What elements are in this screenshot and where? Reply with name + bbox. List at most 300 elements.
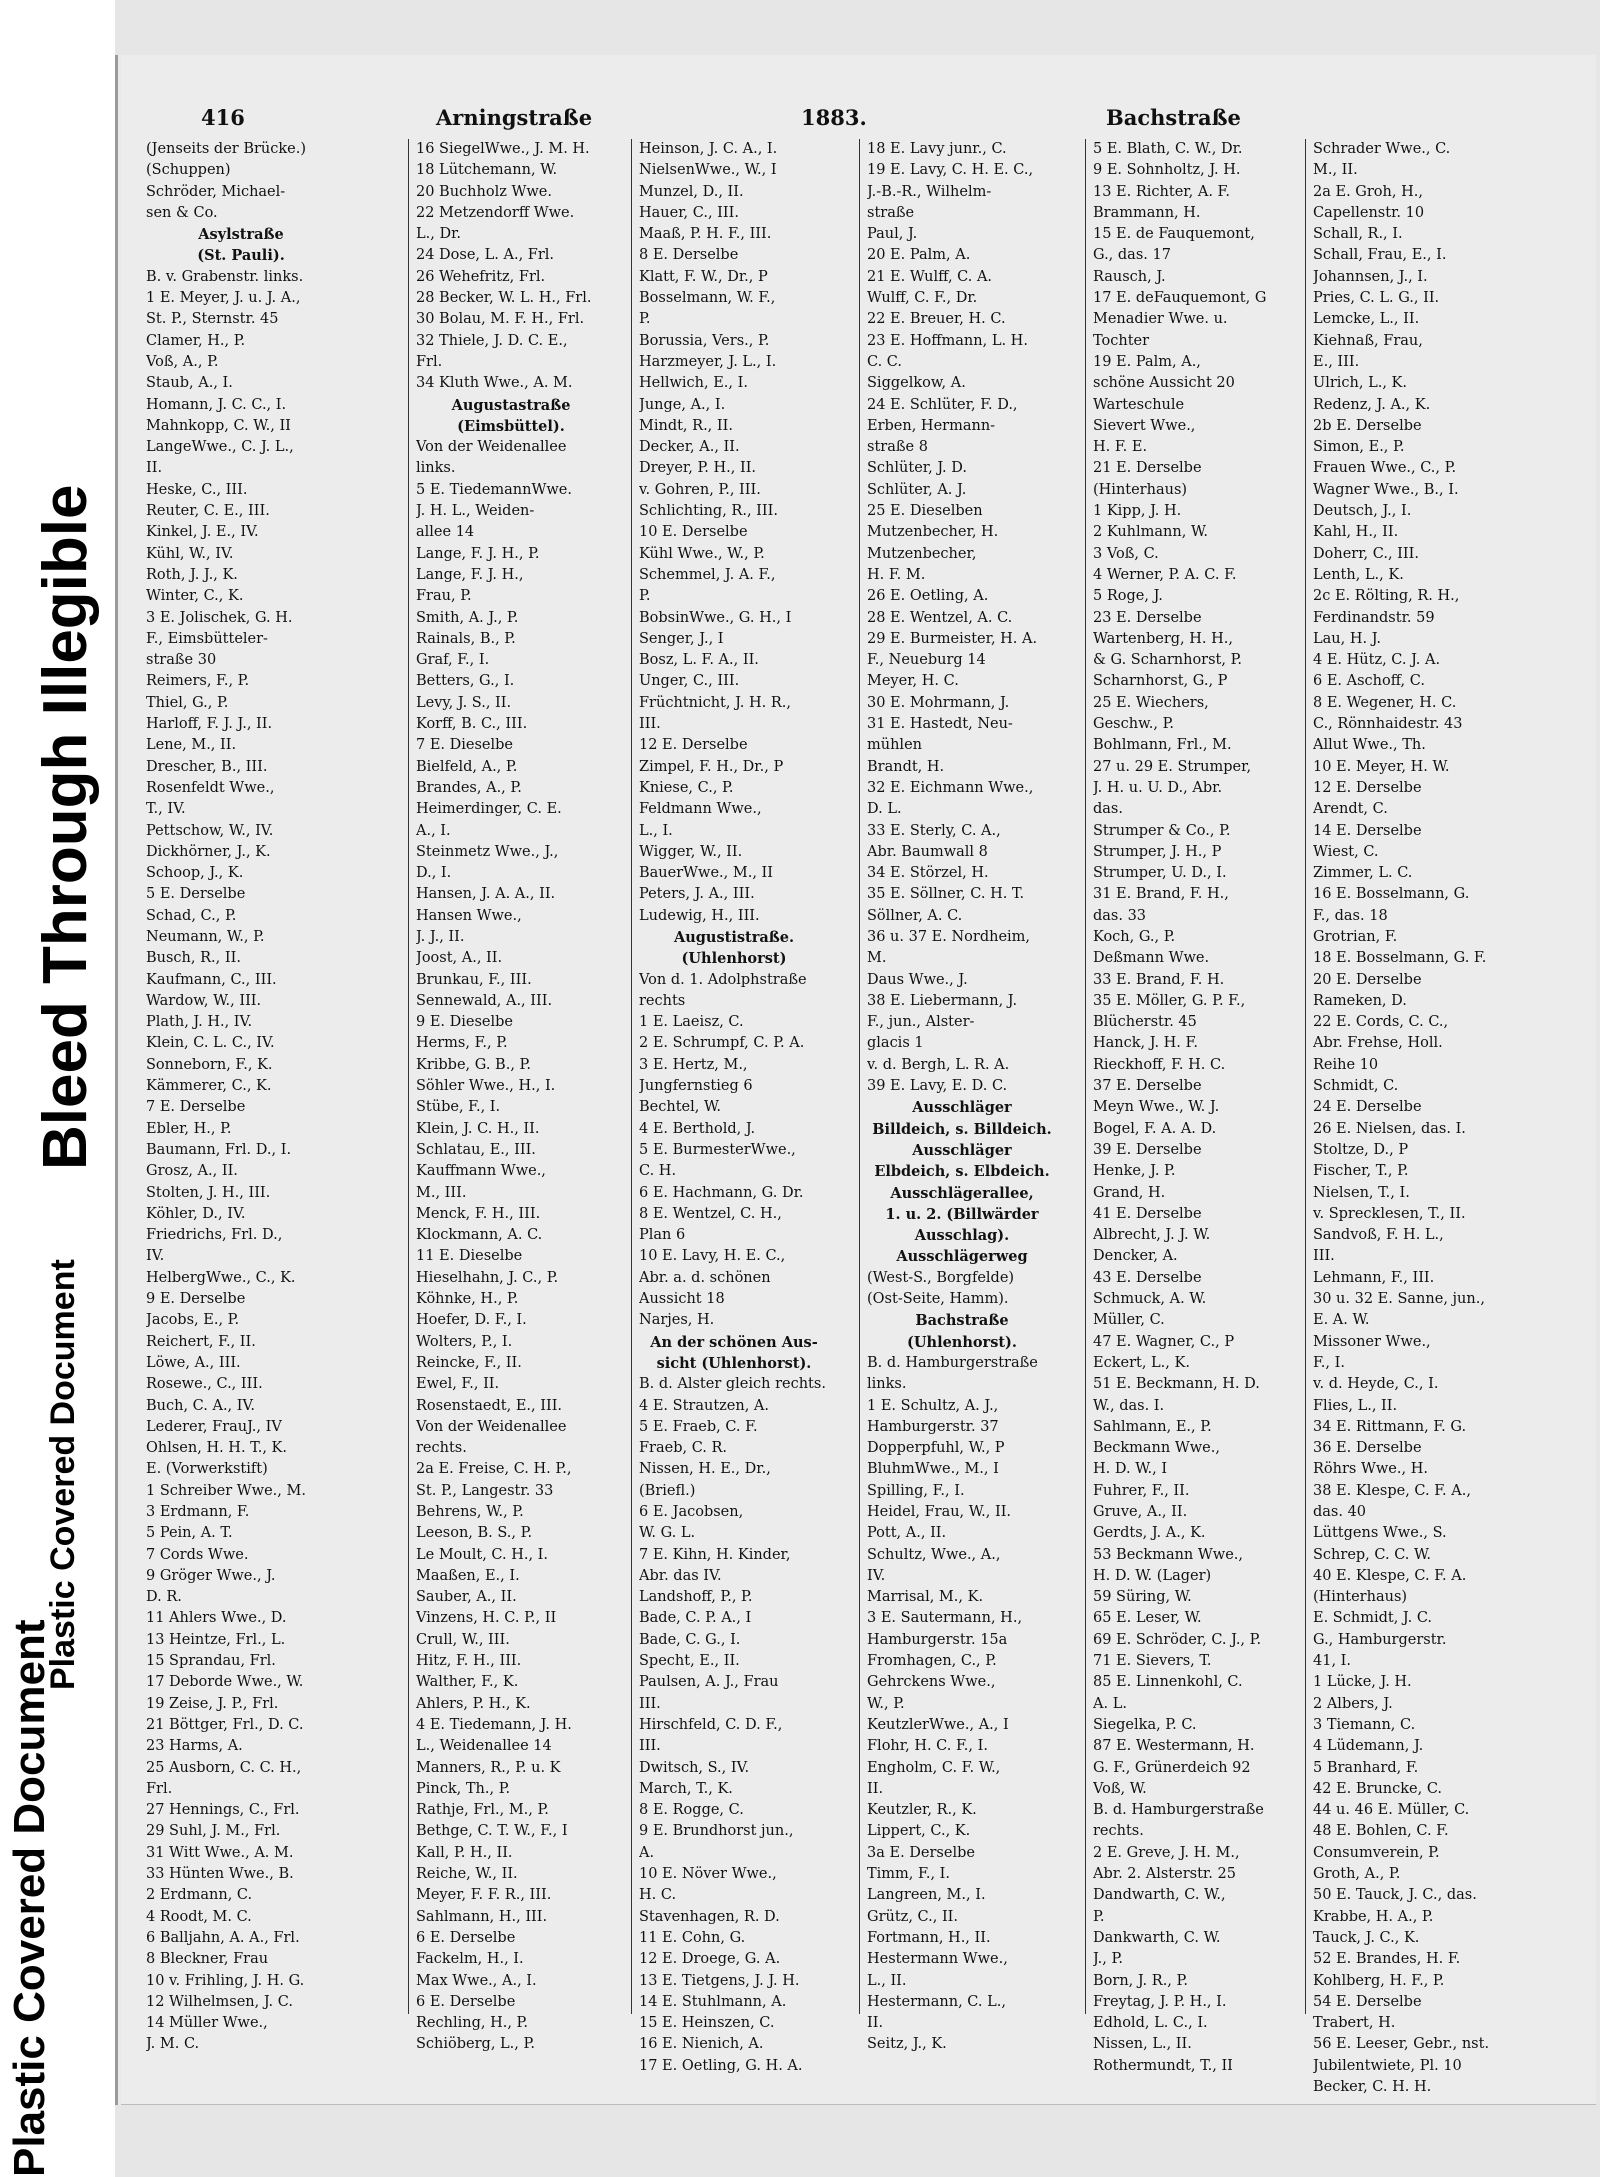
directory-entry: 47 E. Wagner, C., P: [1093, 1333, 1235, 1350]
directory-entry: Scharnhorst, G., P: [1093, 673, 1228, 690]
directory-entry: Heske, C., III.: [146, 481, 248, 498]
directory-entry: Tochter: [1093, 332, 1150, 349]
directory-entry: II.: [867, 1780, 884, 1797]
directory-entry: Mahnkopp, C. W., II: [146, 417, 291, 434]
directory-entry: An der schönen Aus-: [650, 1333, 818, 1351]
directory-entry: rechts.: [416, 1440, 467, 1457]
directory-entry: Kühl Wwe., W., P.: [639, 545, 765, 562]
directory-entry: Hamburgerstr. 15a: [867, 1631, 1008, 1648]
directory-entry: 85 E. Linnenkohl, C.: [1093, 1674, 1243, 1691]
directory-entry: Bethge, C. T. W., F., I: [416, 1823, 568, 1840]
directory-entry: Voß, A., P.: [146, 353, 219, 370]
directory-entry: A., I.: [416, 822, 451, 839]
directory-entry: Baumann, Frl. D., I.: [146, 1141, 292, 1158]
directory-entry: Staub, A., I.: [146, 375, 233, 392]
directory-entry: Müller, C.: [1093, 1312, 1165, 1329]
directory-entry: G., das. 17: [1093, 247, 1171, 264]
directory-entry: Pries, C. L. G., II.: [1313, 290, 1440, 307]
directory-entry: 24 E. Derselbe: [1313, 1099, 1422, 1116]
directory-entry: Jungfernstieg 6: [639, 1078, 753, 1095]
directory-entry: Reiche, W., II.: [416, 1866, 518, 1883]
directory-entry: 22 E. Cords, C. C.,: [1313, 1014, 1449, 1031]
directory-entry: Doherr, C., III.: [1313, 545, 1419, 562]
directory-entry: 9 E. Brundhorst jun.,: [639, 1823, 794, 1840]
directory-entry: W., das. I.: [1093, 1397, 1165, 1414]
directory-entry: C., Rönnhaidestr. 43: [1313, 716, 1463, 733]
directory-entry: Busch, R., II.: [146, 950, 241, 967]
directory-entry: 4 Lüdemann, J.: [1313, 1738, 1424, 1755]
directory-entry: Maaß, P. H. F., III.: [639, 226, 772, 243]
directory-entry: Pott, A., II.: [867, 1525, 947, 1542]
directory-entry: 5 E. BurmesterWwe.,: [639, 1141, 796, 1158]
directory-entry: Dandwarth, C. W.,: [1093, 1887, 1226, 1904]
directory-entry: Bohlmann, Frl., M.: [1093, 737, 1232, 754]
directory-entry: Keutzler, R., K.: [867, 1802, 977, 1819]
directory-entry: v. d. Bergh, L. R. A.: [867, 1056, 1010, 1073]
directory-entry: Munzel, D., II.: [639, 183, 744, 200]
directory-entry: Schmuck, A. W.: [1093, 1291, 1207, 1308]
directory-entry: (Hinterhaus): [1093, 481, 1188, 498]
directory-entry: Bosselmann, W. F.,: [639, 290, 776, 307]
directory-entry: 14 E. Stuhlmann, A.: [639, 1993, 787, 2010]
directory-entry: H. F. E.: [1093, 439, 1148, 456]
directory-entry: links.: [416, 460, 456, 477]
directory-entry: 33 E. Sterly, C. A.,: [867, 822, 1001, 839]
directory-entry: 19 Zeise, J. P., Frl.: [146, 1695, 279, 1712]
directory-entry: Henke, J. P.: [1093, 1163, 1176, 1180]
directory-entry: 1 E. Schultz, A. J.,: [867, 1397, 999, 1414]
directory-entry: Bielfeld, A., P.: [416, 758, 518, 775]
directory-entry: Rosenfeldt Wwe.,: [146, 779, 275, 796]
directory-entry: 56 E. Leeser, Gebr., nst.: [1313, 2036, 1490, 2053]
directory-entry: 6 E. Jacobsen,: [639, 1504, 744, 1520]
directory-entry: Steinmetz Wwe., J.,: [416, 843, 559, 860]
directory-entry: Flohr, H. C. F., I.: [867, 1738, 988, 1755]
directory-entry: KeutzlerWwe., A., I: [867, 1716, 1009, 1733]
directory-entry: 11 Ahlers Wwe., D.: [146, 1610, 287, 1627]
directory-entry: Krabbe, H. A., P.: [1313, 1908, 1434, 1925]
directory-entry: 24 Dose, L. A., Frl.: [416, 247, 555, 264]
directory-entry: Hoefer, D. F., I.: [416, 1312, 527, 1329]
directory-entry: 8 E. Wegener, H. C.: [1313, 694, 1457, 711]
directory-entry: E. Schmidt, J. C.: [1313, 1610, 1433, 1627]
directory-entry: F., Eimsbütteler-: [146, 630, 268, 647]
sidebar-label-plastic-top: Plastic Covered Document: [5, 1619, 54, 2177]
directory-entry: Bogel, F. A. A. D.: [1093, 1120, 1217, 1137]
directory-entry: Daus Wwe., J.: [867, 971, 968, 988]
directory-entry: Sennewald, A., III.: [416, 992, 553, 1009]
directory-entry: Klockmann, A. C.: [416, 1227, 543, 1244]
directory-entry: straße 30: [146, 652, 217, 669]
directory-entry: Capellenstr. 10: [1313, 204, 1425, 221]
directory-entry: Frauen Wwe., C., P.: [1313, 460, 1457, 477]
directory-entry: 13 E. Tietgens, J. J. H.: [639, 1972, 800, 1989]
directory-entry: B. d. Hamburgerstraße: [1093, 1802, 1264, 1819]
directory-entry: 8 E. Derselbe: [639, 247, 739, 264]
directory-entry: 11 E. Dieselbe: [416, 1248, 523, 1265]
directory-entry: Löwe, A., III.: [146, 1354, 241, 1371]
directory-entry: Söllner, A. C.: [867, 907, 963, 924]
directory-entry: BobsinWwe., G. H., I: [639, 609, 792, 626]
directory-entry: Thiel, G., P.: [146, 694, 229, 711]
directory-entry: Von d. 1. Adolphstraße: [639, 971, 807, 988]
directory-entry: 7 Cords Wwe.: [146, 1546, 249, 1563]
directory-entry: IV.: [867, 1567, 886, 1584]
directory-entry: Neumann, W., P.: [146, 928, 265, 945]
directory-entry: Hauer, C., III.: [639, 204, 739, 221]
directory-entry: Missoner Wwe.,: [1313, 1333, 1431, 1350]
directory-entry: LangeWwe., C. J. L.,: [146, 439, 294, 456]
directory-entry: 33 Hünten Wwe., B.: [146, 1866, 294, 1883]
directory-entry: Heidel, Frau, W., II.: [867, 1504, 1012, 1520]
directory-entry: Dencker, A.: [1093, 1248, 1178, 1265]
directory-entry: E. A. W.: [1313, 1312, 1370, 1329]
directory-entry: Gehrckens Wwe.,: [867, 1674, 996, 1691]
directory-entry: 48 E. Bohlen, C. F.: [1313, 1823, 1449, 1840]
directory-entry: P.: [1093, 1908, 1105, 1925]
directory-entry: Hansen Wwe.,: [416, 907, 522, 924]
directory-entry: Mutzenbecher,: [867, 545, 977, 562]
directory-entry: Bade, C. G., I.: [639, 1631, 741, 1648]
directory-entry: Grosz, A., II.: [146, 1163, 238, 1180]
directory-entry: III.: [639, 1738, 661, 1755]
directory-entry: Sandvoß, F. H. L.,: [1313, 1227, 1444, 1244]
directory-entry: Kinkel, J. E., IV.: [146, 524, 259, 541]
directory-entry: 4 Roodt, M. C.: [146, 1908, 252, 1925]
directory-entry: L., Weidenallee 14: [416, 1738, 552, 1755]
directory-entry: 35 E. Söllner, C. H. T.: [867, 886, 1025, 903]
directory-entry: Abr. Baumwall 8: [867, 843, 988, 860]
directory-entry: 19 E. Lavy, C. H. E. C.,: [867, 162, 1034, 179]
directory-entry: 3 Erdmann, F.: [146, 1504, 250, 1520]
directory-entry: Plan 6: [639, 1227, 686, 1244]
directory-entry: mühlen: [867, 737, 922, 754]
directory-entry: 17 E. deFauquemont, G: [1093, 290, 1267, 307]
directory-entry: Heinson, J. C. A., I.: [639, 141, 778, 157]
column-5: [1093, 139, 1283, 2077]
directory-entry: Kniese, C., P.: [639, 779, 734, 796]
column-4: [867, 139, 1057, 2056]
directory-entry: 17 E. Oetling, G. H. A.: [639, 2057, 803, 2074]
directory-entry: 26 Wehefritz, Frl.: [416, 268, 546, 285]
directory-entry: BluhmWwe., M., I: [867, 1461, 999, 1478]
directory-entry: II.: [146, 460, 163, 477]
directory-entry: Ulrich, L., K.: [1313, 375, 1408, 392]
sidebar-label-bleed-through: Bleed Through Illegible: [31, 484, 100, 1170]
directory-entry: Lederer, FrauJ., IV: [146, 1418, 282, 1435]
directory-entry: Flies, L., II.: [1313, 1397, 1398, 1414]
directory-entry: 8 E. Wentzel, C. H.,: [639, 1205, 782, 1222]
directory-entry: Marrisal, M., K.: [867, 1589, 984, 1606]
directory-entry: Harzmeyer, J. L., I.: [639, 353, 777, 370]
directory-entry: 69 E. Schröder, C. J., P.: [1093, 1631, 1262, 1648]
directory-entry: H. D. W., I: [1093, 1461, 1168, 1478]
directory-entry: 2 Albers, J.: [1313, 1695, 1393, 1712]
directory-entry: 12 E. Derselbe: [639, 737, 748, 754]
directory-entry: Brammann, H.: [1093, 204, 1201, 221]
directory-entry: Dreyer, P. H., II.: [639, 460, 757, 477]
directory-entry: 52 E. Brandes, H. F.: [1313, 1951, 1461, 1968]
directory-entry: 23 Harms, A.: [146, 1738, 243, 1755]
directory-entry: Koch, G., P.: [1093, 928, 1176, 945]
directory-entry: Lange, F. J. H.,: [416, 566, 524, 583]
directory-entry: 1 Lücke, J. H.: [1313, 1674, 1412, 1691]
directory-entry: Wardow, W., III.: [146, 992, 262, 1009]
directory-entry: Wiest, C.: [1313, 843, 1379, 860]
directory-entry: Friedrichs, Frl. D.,: [146, 1227, 283, 1244]
directory-entry: 50 E. Tauck, J. C., das.: [1313, 1887, 1477, 1904]
directory-entry: Ludewig, H., III.: [639, 907, 760, 924]
directory-entry: Rathje, Frl., M., P.: [416, 1802, 549, 1819]
directory-entry: 27 Hennings, C., Frl.: [146, 1802, 300, 1819]
directory-entry: 25 E. Dieselben: [867, 503, 983, 520]
directory-entry: 43 E. Derselbe: [1093, 1269, 1202, 1286]
directory-entry: 16 E. Nienich, A.: [639, 2036, 764, 2053]
directory-entry: 32 Thiele, J. D. C. E.,: [416, 332, 568, 349]
directory-entry: 7 E. Derselbe: [146, 1099, 246, 1116]
directory-entry: F., Neueburg 14: [867, 652, 986, 669]
directory-entry: 15 Sprandau, Frl.: [146, 1653, 276, 1670]
directory-entry: 23 E. Derselbe: [1093, 609, 1202, 626]
directory-entry: T., IV.: [146, 801, 186, 818]
directory-entry: Freytag, J. P. H., I.: [1093, 1993, 1227, 2010]
directory-entry: Elbdeich, s. Elbdeich.: [874, 1163, 1050, 1181]
directory-entry: III.: [1313, 1248, 1335, 1265]
directory-entry: 24 E. Schlüter, F. D.,: [867, 396, 1018, 413]
directory-entry: Ausschlag).: [914, 1227, 1010, 1245]
directory-entry: 1. u. 2. (Billwärder: [885, 1205, 1039, 1223]
directory-entry: Von der Weidenallee: [416, 1418, 567, 1435]
directory-entry: Aussicht 18: [639, 1291, 725, 1308]
directory-entry: Schlichting, R., III.: [639, 503, 778, 520]
directory-entry: Strumper & Co., P.: [1093, 822, 1231, 839]
directory-entry: 10 E. Növer Wwe.,: [639, 1866, 777, 1883]
directory-entry: Bachstraße: [915, 1312, 1009, 1330]
directory-entry: Jubilentwiete, Pl. 10: [1313, 2057, 1462, 2074]
directory-entry: 9 Gröger Wwe., J.: [146, 1567, 276, 1584]
directory-entry: J. H. u. U. D., Abr.: [1093, 779, 1223, 796]
directory-entry: 41 E. Derselbe: [1093, 1205, 1202, 1222]
directory-entry: 30 E. Mohrmann, J.: [867, 694, 1010, 711]
directory-entry: v. Gohren, P., III.: [639, 481, 761, 498]
directory-entry: Beckmann Wwe.,: [1093, 1440, 1220, 1457]
year: 1883.: [801, 105, 867, 130]
directory-entry: 19 E. Palm, A.,: [1093, 353, 1201, 370]
column-rule: [631, 139, 632, 2014]
directory-entry: 1 Schreiber Wwe., M.: [146, 1482, 306, 1499]
directory-entry: Kohlberg, H. F., P.: [1313, 1972, 1445, 1989]
directory-entry: 1 E. Laeisz, C.: [639, 1014, 744, 1031]
directory-entry: Rameken, D.: [1313, 992, 1407, 1009]
directory-entry: Maaßen, E., I.: [416, 1567, 520, 1584]
directory-entry: 39 E. Lavy, E. D. C.: [867, 1078, 1008, 1095]
directory-entry: Manners, R., P. u. K: [416, 1759, 561, 1776]
directory-entry: straße: [867, 204, 915, 221]
directory-entry: Frl.: [416, 353, 443, 370]
directory-entry: Grotrian, F.: [1313, 928, 1398, 945]
directory-entry: Ohlsen, H. H. T., K.: [146, 1440, 287, 1457]
directory-entry: Landshoff, P., P.: [639, 1589, 753, 1606]
directory-entry: H. F. M.: [867, 566, 926, 583]
directory-entry: 32 E. Eichmann Wwe.,: [867, 779, 1034, 796]
directory-entry: Grütz, C., II.: [867, 1908, 959, 1925]
directory-entry: Fraeb, C. R.: [639, 1440, 728, 1457]
directory-entry: Siegelka, P. C.: [1093, 1716, 1197, 1733]
directory-entry: Stolten, J. H., III.: [146, 1184, 271, 1201]
directory-entry: Rausch, J.: [1093, 268, 1166, 285]
directory-entry: 2 E. Greve, J. H. M.,: [1093, 1844, 1240, 1861]
directory-entry: Asylstraße: [198, 226, 284, 244]
directory-entry: 42 E. Bruncke, C.: [1313, 1780, 1443, 1797]
directory-entry: B. d. Alster gleich rechts.: [639, 1376, 826, 1393]
directory-entry: Albrecht, J. J. W.: [1093, 1227, 1211, 1244]
directory-entry: Sahlmann, E., P.: [1093, 1418, 1212, 1435]
directory-entry: Fuhrer, F., II.: [1093, 1482, 1190, 1499]
directory-entry: Blücherstr. 45: [1093, 1014, 1197, 1031]
directory-entry: Frau, P.: [416, 588, 472, 605]
directory-entry: Tauck, J. C., K.: [1313, 1929, 1420, 1946]
directory-entry: Rieckhoff, F. H. C.: [1093, 1056, 1226, 1073]
directory-entry: straße 8: [867, 439, 928, 456]
directory-entry: E. (Vorwerkstift): [146, 1461, 268, 1478]
directory-entry: das. 40: [1313, 1504, 1367, 1520]
directory-entry: IV.: [146, 1248, 165, 1265]
directory-entry: Johannsen, J., I.: [1313, 268, 1428, 285]
page-number: 416: [201, 105, 245, 130]
directory-entry: C. C.: [867, 353, 902, 370]
directory-entry: 59 Süring, W.: [1093, 1589, 1192, 1606]
directory-entry: Drescher, B., III.: [146, 758, 268, 775]
directory-entry: 30 u. 32 E. Sanne, jun.,: [1313, 1291, 1485, 1308]
directory-entry: 12 Wilhelmsen, J. C.: [146, 1993, 293, 2010]
directory-entry: Harloff, F. J. J., II.: [146, 716, 273, 733]
directory-entry: 5 Roge, J.: [1093, 588, 1163, 605]
directory-entry: Roth, J. J., K.: [146, 566, 238, 583]
directory-entry: Abr. Frehse, Holl.: [1313, 1035, 1443, 1052]
directory-entry: Kühl, W., IV.: [146, 545, 234, 562]
directory-entry: 26 E. Oetling, A.: [867, 588, 989, 605]
directory-entry: Leeson, B. S., P.: [416, 1525, 533, 1542]
directory-entry: II.: [867, 2015, 884, 2032]
directory-entry: Ausschlägerallee,: [890, 1184, 1034, 1202]
directory-entry: Dopperpfuhl, W., P: [867, 1440, 1005, 1457]
directory-entry: E., III.: [1313, 353, 1360, 370]
directory-entry: Pettschow, W., IV.: [146, 822, 274, 839]
directory-entry: Schoop, J., K.: [146, 865, 244, 882]
directory-entry: Smith, A. J., P.: [416, 609, 519, 626]
directory-entry: 40 E. Klespe, C. F. A.: [1313, 1567, 1467, 1584]
directory-entry: 2b E. Derselbe: [1313, 417, 1422, 434]
directory-entry: Mindt, R., II.: [639, 417, 733, 434]
directory-entry: Hansen, J. A. A., II.: [416, 886, 556, 903]
directory-entry: allee 14: [416, 524, 475, 541]
directory-entry: Korff, B. C., III.: [416, 716, 528, 733]
directory-entry: Hellwich, E., I.: [639, 375, 748, 392]
directory-entry: Ausschlägerweg: [896, 1248, 1028, 1266]
directory-entry: 9 E. Dieselbe: [416, 1014, 514, 1031]
directory-entry: W. G. L.: [639, 1525, 696, 1542]
directory-entry: Schemmel, J. A. F.,: [639, 566, 776, 583]
column-rule: [408, 139, 409, 2014]
directory-entry: Voß, W.: [1093, 1780, 1147, 1797]
directory-entry: 5 Pein, A. T.: [146, 1525, 233, 1542]
directory-entry: Wagner Wwe., B., I.: [1313, 481, 1459, 498]
directory-entry: Lippert, C., K.: [867, 1823, 971, 1840]
directory-entry: Homann, J. C. C., I.: [146, 396, 287, 413]
directory-entry: Augustastraße: [451, 396, 571, 414]
directory-entry: 33 E. Brand, F. H.: [1093, 971, 1225, 988]
directory-entry: 2 E. Schrumpf, C. P. A.: [639, 1035, 805, 1052]
directory-entry: Ausschläger: [912, 1099, 1012, 1117]
directory-entry: G., Hamburgerstr.: [1313, 1631, 1447, 1648]
directory-entry: 15 E. Heinszen, C.: [639, 2015, 775, 2032]
directory-entry: 5 E. Fraeb, C. F.: [639, 1418, 758, 1435]
directory-entry: 7 E. Dieselbe: [416, 737, 514, 754]
directory-entry: 15 E. de Fauquemont,: [1093, 226, 1255, 243]
directory-entry: Sahlmann, H., III.: [416, 1908, 548, 1925]
directory-entry: Langreen, M., I.: [867, 1887, 986, 1904]
directory-entry: Rainals, B., P.: [416, 630, 516, 647]
directory-entry: 1 E. Meyer, J. u. J. A.,: [146, 290, 301, 307]
directory-entry: Junge, A., I.: [639, 396, 726, 413]
directory-entry: Ausschläger: [912, 1141, 1012, 1159]
directory-entry: III.: [639, 1695, 661, 1712]
directory-entry: Stoltze, D., P: [1313, 1141, 1409, 1158]
directory-entry: 54 E. Derselbe: [1313, 1993, 1422, 2010]
directory-entry: Lenth, L., K.: [1313, 566, 1404, 583]
directory-entry: Kribbe, G. B., P.: [416, 1056, 531, 1073]
directory-entry: 3 E. Jolischek, G. H.: [146, 609, 293, 626]
directory-entry: D., I.: [416, 865, 452, 882]
directory-entry: 8 E. Rogge, C.: [639, 1802, 744, 1819]
directory-entry: H. C.: [639, 1887, 677, 1904]
directory-entry: 5 E. TiedemannWwe.: [416, 481, 572, 498]
directory-entry: 2c E. Rölting, R. H.,: [1313, 588, 1460, 605]
directory-entry: 3 Tiemann, C.: [1313, 1716, 1416, 1733]
directory-entry: 31 Witt Wwe., A. M.: [146, 1844, 294, 1861]
directory-entry: 2a E. Freise, C. H. P.,: [416, 1461, 572, 1478]
directory-entry: J. H. L., Weiden-: [416, 503, 535, 520]
directory-entry: 30 Bolau, M. F. H., Frl.: [416, 311, 585, 328]
directory-entry: P.: [639, 311, 651, 328]
directory-entry: Wolters, P., I.: [416, 1333, 513, 1350]
directory-entry: Kauffmann Wwe.,: [416, 1163, 546, 1180]
directory-entry: Früchtnicht, J. H. R.,: [639, 694, 792, 711]
directory-entry: Sauber, A., II.: [416, 1589, 517, 1606]
directory-entry: Schröder, Michael-: [146, 183, 286, 200]
directory-entry: Edhold, L. C., I.: [1093, 2015, 1208, 2032]
directory-entry: (Uhlenhorst).: [907, 1333, 1017, 1351]
directory-entry: B. v. Grabenstr. links.: [146, 268, 304, 285]
directory-entry: Dwitsch, S., IV.: [639, 1759, 750, 1776]
directory-entry: Levy, J. S., II.: [416, 694, 512, 711]
directory-entry: 2a E. Groh, H.,: [1313, 183, 1423, 200]
directory-entry: A.: [639, 1844, 655, 1861]
directory-entry: Strumper, U. D., I.: [1093, 865, 1227, 882]
directory-entry: Crull, W., III.: [416, 1631, 510, 1648]
directory-entry: 44 u. 46 E. Müller, C.: [1313, 1802, 1470, 1819]
directory-entry: Fischer, T., P.: [1313, 1163, 1409, 1180]
directory-entry: D. L.: [867, 801, 902, 818]
directory-entry: Klein, J. C. H., II.: [416, 1120, 540, 1137]
directory-entry: Simon, E., P.: [1313, 439, 1405, 456]
directory-entry: Augustistraße.: [673, 928, 795, 946]
directory-entry: 18 E. Lavy junr., C.: [867, 141, 1007, 157]
directory-entry: 17 Deborde Wwe., W.: [146, 1674, 304, 1691]
directory-entry: 3 Voß, C.: [1093, 545, 1159, 562]
directory-entry: sicht (Uhlenhorst).: [656, 1354, 812, 1372]
directory-entry: Kall, P. H., II.: [416, 1844, 513, 1861]
